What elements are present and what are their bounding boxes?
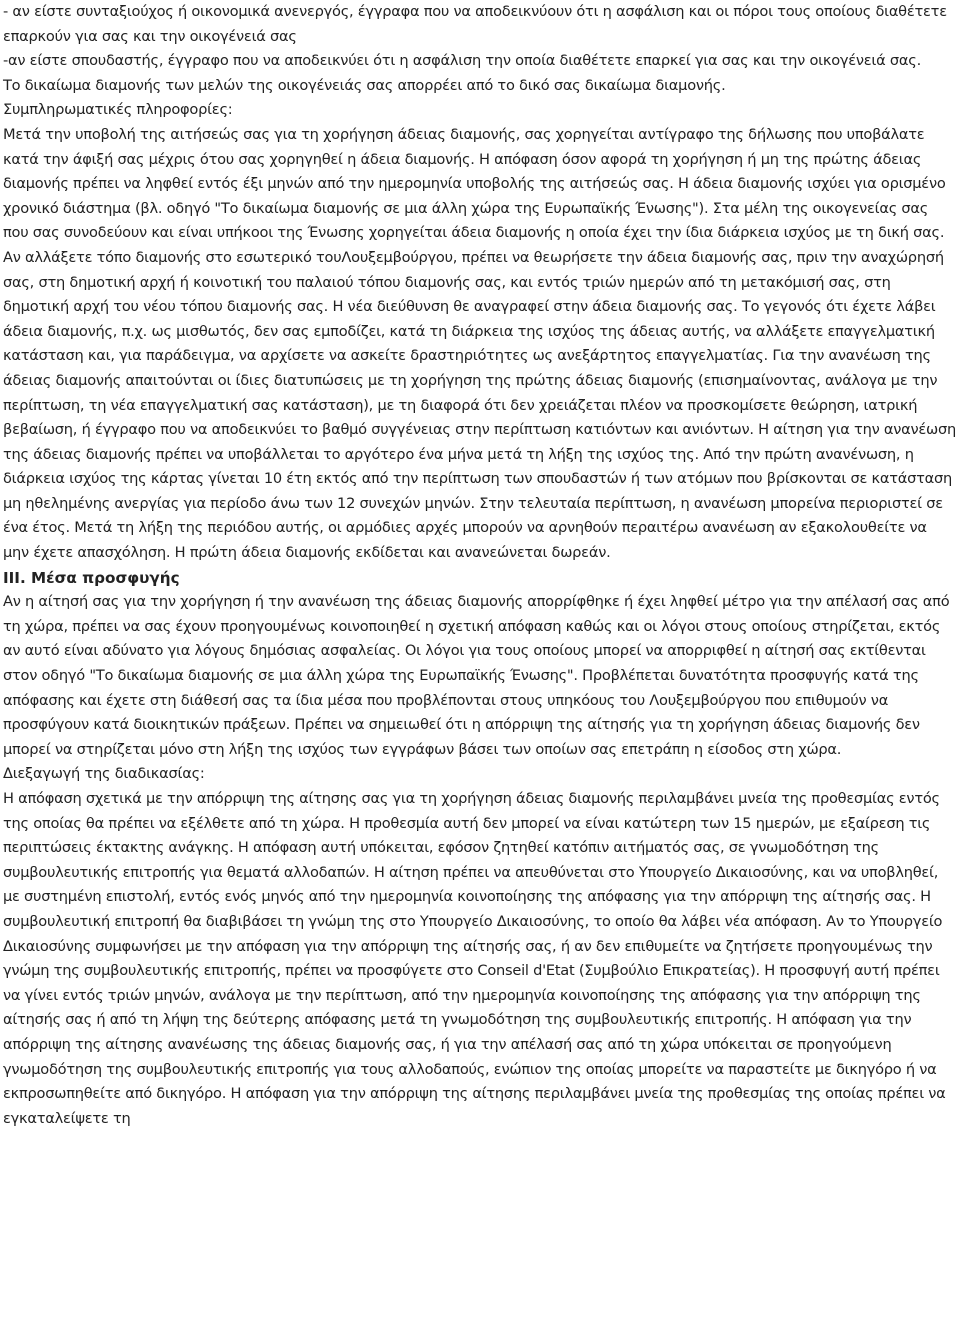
- supplementary-info-body: Μετά την υποβολή της αιτήσεώς σας για τη χορήγηση άδειας διαμονής, σας χορηγείται αντίγραφο της δήλωσης που υποβάλατε κατά την άφιξή σας μέχρις ότου σας χορηγηθεί η άδεια διαμονής. Η απόφαση όσον αφορά τη χορήγηση ή μη της πρώτης άδειας διαμονής πρέπει να ληφθεί εντός έξι μηνών από την ημερομηνία υποβολής της αιτήσεώς σας. Η άδεια διαμονής ισχύει για ορισμένο χρονικό διάστημα (βλ. οδηγό "Το δικαίωμα διαμονής σε μια άλλη χώρα της Ευρωπαϊκής Ένωσης"). Στα μέλη της οικογενείας σας που σας συνοδεύουν και είναι υπήκοοι της Ένωσης χορηγείται άδεια διαμονής η οποία έχει την ίδια διάρκεια ισχύος με τη δική σας. Αν αλλάξετε τόπο διαμονής στο εσωτερικό τουΛουξεμβούργου, πρέπει να θεωρήσετε την άδεια διαμονής σας, πριν την αναχώρησή σας, στη δημοτική αρχή ή κοινοτική του παλαιού τόπου διαμονής σας, και εντός τριών ημερών από τη μετακόμισή σας, στη δημοτική αρχή του νέου τόπου διαμονής σας. Η νέα διεύθυνση θε αναγραφεί στην άδεια διαμονής σας. Το γεγονός ότι έχετε λάβει άδεια διαμονής, π.χ. ως μισθωτός, δεν σας εμποδίζει, κατά τη διάρκεια της ισχύος της άδειας αυτής, να αλλάξετε επαγγελματική κατάσταση και, για παράδειγμα, να αρχίσετε να ασκείτε δραστηριότητες ως ανεξάρτητος επαγγελματίας. Για την ανανέωση της άδειας διαμονής απαιτούνται οι ίδιες διατυπώσεις με τη χορήγηση της πρώτης άδειας διαμονής (επισημαίνοντας, ανάλογα με την περίπτωση, τη νέα επαγγελματική σας κατάσταση), με τη διαφορά ότι δεν χρειάζεται πλέον να προσκομίσετε θεώρηση, ιατρική βεβαίωση, ή έγγραφο που να αποδεικνύει το βαθμό συγγένειας στην περίπτωση κατιόντων και ανιόντων. Η αίτηση για την ανανέωση της άδειας διαμονής πρέπει να υποβάλλεται το αργότερο ένα μήνα μετά τη λήξη της ισχύος της. Από την πρώτη ανανένωση, η διάρκεια ισχύος της κάρτας γίνεται 10 έτη εκτός από την περίπτωση των σπουδαστών ή των ατόμων που βρίσκονται σε κατάσταση μη ηθελημένης ανεργίας για περίοδο άνω των 12 συνεχών μηνών. Στην τελευταία περίπτωση, η ανανέωση μπορείνα περιοριστεί σε ένα έτος. Μετά τη λήξη της περιόδου αυτής, οι αρμόδιες αρχές μπορούν να αρνηθούν περαιτέρω ανανέωση αν εξακολουθείτε να μην έχετε απασχόληση. Η πρώτη άδεια διαμονής εκδίδεται και ανανεώνεται δωρεάν.: [3, 125, 957, 562]
- remedies-section-heading: III. Μέσα προσφυγής: [3, 568, 180, 587]
- document-page: [3, 0, 957, 1131]
- intro-paragraph-student: -αν είστε σπουδαστής, έγγραφο που να αποδεικνύει ότι η ασφάλιση την οποία διαθέτετε επαρκεί για σας και την οικογένειά σας.: [3, 52, 921, 70]
- supplementary-info-heading: Συμπληρωματικές πληροφορίες:: [3, 101, 233, 119]
- procedure-body: Η απόφαση σχετικά με την απόρριψη της αίτησης σας για τη χορήγηση άδειας διαμονής περιλαμβάνει μνεία της προθεσμίας εντός της οποίας θα πρέπει να εξέλθετε από τη χώρα. Η προθεσμία αυτή δεν μπορεί να είναι κατώτερη των 15 ημερών, με εξαίρεση τις περιπτώσεις έκτακτης ανάγκης. Η απόφαση αυτή υπόκειται, εφόσον ζητηθεί κατόπιν αιτήματός σας, σε γνωμοδότηση της συμβουλευτικής επιτροπής για θεματά αλλοδαπών. Η αίτηση πρέπει να απευθύνεται στο Υπουργείο Δικαιοσύνης, και να υποβληθεί, με συστημένη επιστολή, εντός ενός μηνός από την ημερομηνία κοινοποίησης της απόφασης για την απόρριψη της αίτησής σας. Η συμβουλευτική επιτροπή θα διαβιβάσει τη γνώμη της στο Υπουργείο Δικαιοσύνης, το οποίο θα λάβει νέα απόφαση. Αν το Υπουργείο Δικαιοσύνης συμφωνήσει με την απόφαση για την απόρριψη της αίτησής σας, ή αν δεν επιθυμείτε να ζητήσετε προηγουμένως την γνώμη της συμβουλευτικής επιτροπής, πρέπει να προσφύγετε στο Conseil d'Etat (Συμβούλιο Επικρατείας). Η προσφυγή αυτή πρέπει να γίνει εντός τριών μηνών, ανάλογα με την περίπτωση, από την ημερομηνία κοινοποίησης της απόφασης για την απόρριψη της αίτησής σας ή από τη λήψη της δεύτερης απόφασης μετά τη γνωμοδότηση της συμβουλευτικής επιτροπής. Η απόφαση για την απόρριψη της αίτησης ανανέωσης της άδειας διαμονής σας, ή για την απέλασή σας από τη χώρα υπόκειται σε προηγούμενη γνωμοδότηση της συμβουλευτικής επιτροπής για τους αλλοδαπούς, ενώπιον της οποίας μπορείτε να παραστείτε με δικηγόρο ή να εκπροσωπηθείτε από δικηγόρο. Η απόφαση για την απόρριψη της αίτησης περιλαμβάνει μνεία της προθεσμίας της οποίας πρέπει να εγκαταλείψετε τη: [3, 790, 946, 1127]
- remedies-section-body: Αν η αίτησή σας για την χορήγηση ή την ανανέωση της άδειας διαμονής απορρίφθηκε ή έχει ληφθεί μέτρο για την απέλασή σας από τη χώρα, πρέπει να σας έχουν προηγουμένως κοινοποιηθεί η σχετική απόφαση καθώς και οι λόγοι στους οποίους στηρίζεται, εκτός αν αυτό είναι αδύνατο για λόγους δημόσιας ασφαλείας. Οι λόγοι για τους οποίους μπορεί να απορριφθεί η αίτησή σας εκτίθενται στον οδηγό "Το δικαίωμα διαμονής σε μια άλλη χώρα της Ευρωπαϊκής Ένωσης". Προβλέπεται δυνατότητα προσφυγής κατά της απόφασης και έχετε στη διάθεσή σας τα ίδια μέσα που προβλέπονται στους υπηκόους του Λουξεμβούργου που επιθυμούν να προσφύγουν κατά διοικητικών πράξεων. Πρέπει να σημειωθεί ότι η απόρριψη της αίτησής για τη χορήγηση άδειας διαμονής δεν μπορεί να στηρίζεται μόνο στη λήξη της ισχύος των εγγράφων βάσει των οποίων σας επετράπη η είσοδος στη χώρα.: [3, 593, 950, 758]
- intro-paragraph-family-right: Το δικαίωμα διαμονής των μελών της οικογένειάς σας απορρέει από το δικό σας δικαίωμα διαμονής.: [3, 76, 726, 94]
- procedure-heading: Διεξαγωγή της διαδικασίας:: [3, 765, 205, 783]
- intro-paragraph-pensioner: - αν είστε συνταξιούχος ή οικονομικά ανενεργός, έγγραφα που να αποδεικνύουν ότι η ασφάλιση και οι πόροι τους οποίους διαθέτετε επαρκούν για σας και την οικογένειά σας: [3, 3, 947, 45]
